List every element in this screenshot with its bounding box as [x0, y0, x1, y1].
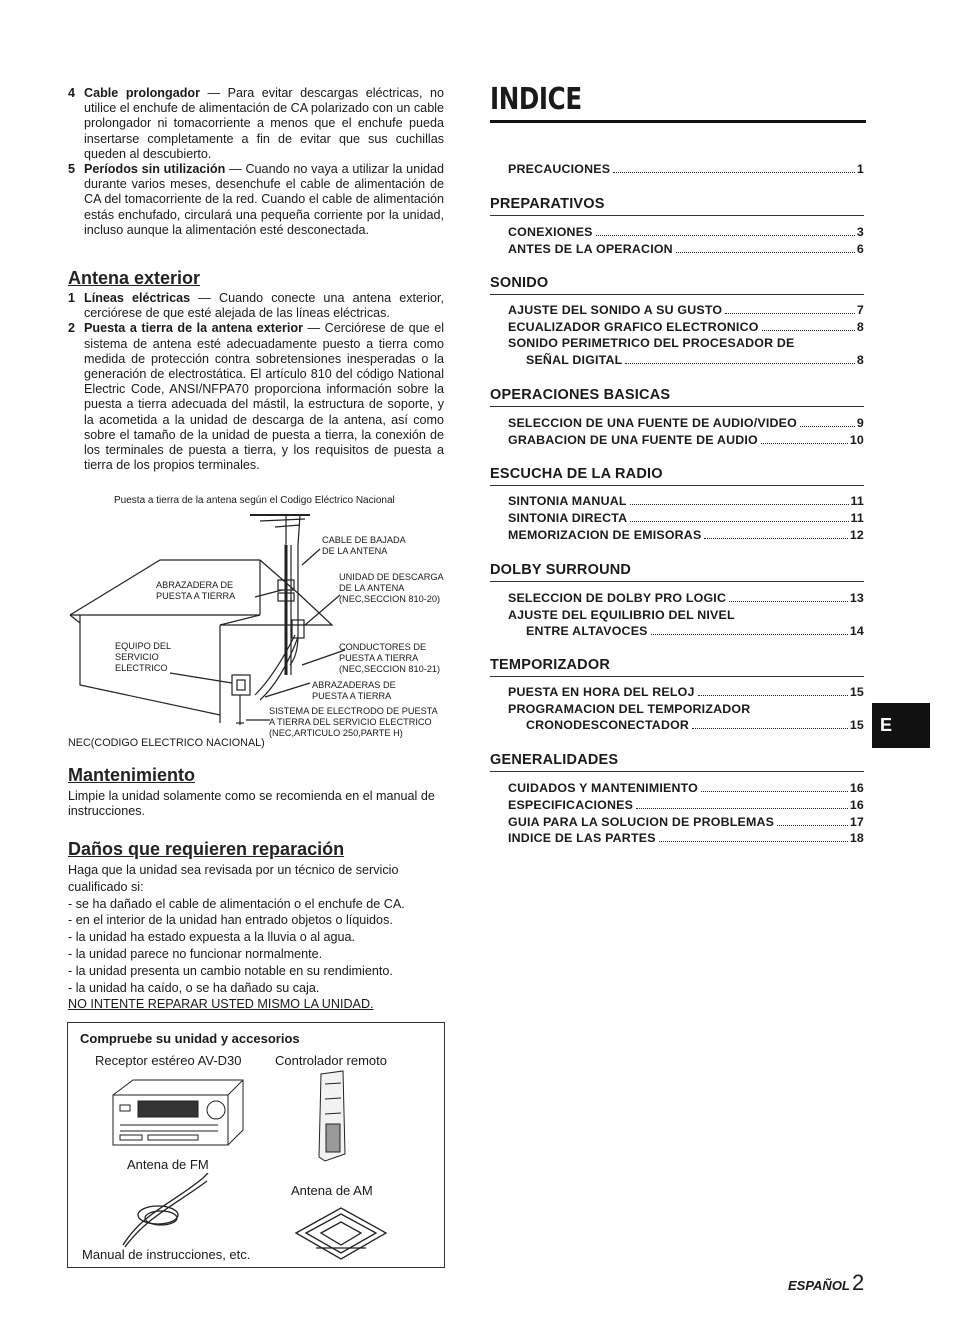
- fm-antenna-illustration: [113, 1173, 213, 1253]
- toc-entry-line: SONIDO PERIMETRICO DEL PROCESADOR DE: [508, 336, 795, 350]
- section-rule: [490, 676, 864, 677]
- toc-entry: MEMORIZACION DE EMISORAS 12: [508, 528, 864, 542]
- am-antenna-illustration: [286, 1203, 396, 1263]
- section-rule: [490, 294, 864, 295]
- section-rule: [490, 771, 864, 772]
- section-rule: [490, 485, 864, 486]
- page-number: 2: [852, 1270, 865, 1295]
- manual-label: Manual de instrucciones, etc.: [82, 1247, 251, 1262]
- mantenimiento-text: Limpie la unidad solamente como se recomienda en el manual de instrucciones.: [68, 789, 435, 819]
- safety-list: [68, 86, 444, 238]
- section-sonido: SONIDO: [490, 275, 549, 291]
- footer-language: ESPAÑOL: [788, 1278, 850, 1293]
- item-title: Cable prolongador: [84, 86, 200, 100]
- toc-entry-line: AJUSTE DEL EQUILIBRIO DEL NIVEL: [508, 608, 735, 622]
- label-conductores: CONDUCTORES DE PUESTA A TIERRA (NEC,SECCION 810-21): [339, 642, 441, 674]
- toc-entry-line: PROGRAMACION DEL TEMPORIZADOR: [508, 702, 751, 716]
- item-title: Períodos sin utilización: [84, 162, 226, 177]
- antena-heading: Antena exterior: [68, 268, 201, 288]
- label-abrazadera: ABRAZADERA DE PUESTA A TIERRA: [156, 580, 236, 601]
- receiver-illustration: [108, 1075, 248, 1150]
- toc-entry: CONEXIONES 3: [508, 225, 864, 239]
- item-text: — Cuando conecte una antena exterior, cerciórese de que esté alejada de las líneas eléctricas.: [84, 291, 445, 321]
- toc-entry: ESPECIFICACIONES 16: [508, 798, 864, 812]
- bullet-item: - la unidad ha caído, o se ha dañado su caja.: [68, 980, 320, 995]
- indice-title: INDICE: [490, 82, 582, 117]
- bullet-item: - la unidad presenta un cambio notable en su rendimiento.: [68, 963, 393, 978]
- danos-heading: Daños que requieren reparación: [68, 839, 345, 859]
- label-nec: NEC(CODIGO ELECTRICO NACIONAL): [68, 737, 265, 749]
- item-periodos: [68, 162, 444, 238]
- toc-entry: ENTRE ALTAVOCES 14: [526, 624, 864, 638]
- section-generalidades: GENERALIDADES: [490, 752, 619, 768]
- item-number: 4: [68, 86, 76, 100]
- item-title: Puesta a tierra de la antena exterior: [84, 321, 304, 336]
- section-operaciones: OPERACIONES BASICAS: [490, 387, 671, 403]
- toc-entry: SELECCION DE DOLBY PRO LOGIC 13: [508, 591, 864, 605]
- bullet-item: - en el interior de la unidad han entrado objetos o líquidos.: [68, 913, 393, 928]
- label-abrazaderas: ABRAZADERAS DE PUESTA A TIERRA: [312, 680, 396, 701]
- danos-warning: NO INTENTE REPARAR USTED MISMO LA UNIDAD.: [68, 997, 374, 1012]
- item-number: 1: [68, 291, 76, 305]
- section-radio: ESCUCHA DE LA RADIO: [490, 466, 663, 482]
- bullet-item: - se ha dañado el cable de alimentación o el enchufe de CA.: [68, 896, 405, 911]
- label-unidad-descarga: UNIDAD DE DESCARGA DE LA ANTENA (NEC,SECCION 810-20): [339, 572, 444, 604]
- toc-entry: ECUALIZADOR GRAFICO ELECTRONICO 8: [508, 320, 864, 334]
- antena-list: [68, 291, 444, 473]
- item-number: 2: [68, 321, 76, 336]
- bullet-item: - la unidad parece no funcionar normalmente.: [68, 946, 323, 961]
- section-rule: [490, 406, 864, 407]
- language-tab: [872, 703, 930, 748]
- toc-entry: CRONODESCONECTADOR 15: [526, 718, 864, 732]
- mantenimiento-heading: Mantenimiento: [68, 765, 196, 785]
- title-rule: [490, 120, 866, 123]
- danos-body: [68, 862, 444, 1013]
- item-cable-prolongador: [68, 86, 444, 162]
- toc-entry: CUIDADOS Y MANTENIMIENTO 16: [508, 781, 864, 795]
- am-label: Antena de AM: [291, 1183, 373, 1198]
- section-rule: [490, 215, 864, 216]
- accesorios-title: Compruebe su unidad y accesorios: [80, 1031, 300, 1046]
- section-temporizador: TEMPORIZADOR: [490, 657, 611, 673]
- section-preparativos: PREPARATIVOS: [490, 196, 605, 212]
- language-tab-letter: E: [880, 715, 893, 735]
- toc-entry: SEÑAL DIGITAL 8: [526, 353, 864, 367]
- toc-entry: ANTES DE LA OPERACION 6: [508, 242, 864, 256]
- toc-entry: AJUSTE DEL SONIDO A SU GUSTO 7: [508, 303, 864, 317]
- toc-entry: SINTONIA MANUAL 11: [508, 494, 864, 508]
- item-lineas: [68, 291, 444, 321]
- remote-illustration: [313, 1069, 353, 1164]
- fm-label: Antena de FM: [127, 1157, 209, 1172]
- toc-entry: SELECCION DE UNA FUENTE DE AUDIO/VIDEO 9: [508, 416, 864, 430]
- label-sistema: SISTEMA DE ELECTRODO DE PUESTA A TIERRA DEL SERVICIO ELECTRICO (NEC,ARTICULO 250,PARTE H): [269, 706, 438, 738]
- toc-entry: GUIA PARA LA SOLUCION DE PROBLEMAS 17: [508, 815, 864, 829]
- section-dolby: DOLBY SURROUND: [490, 562, 632, 578]
- toc-entry: PUESTA EN HORA DEL RELOJ 15: [508, 685, 864, 699]
- item-text: — Para evitar descargas eléctricas, no utilice el enchufe de alimentación de CA polarizado con un cable prolongador ni tomacorriente a menos que el enchufe pueda insertarse completamente a fin de evitar que sus cuchillas queden al descubierto.: [84, 86, 444, 161]
- toc-entry: PRECAUCIONES 1: [508, 162, 864, 176]
- toc-entry: GRABACION DE UNA FUENTE DE AUDIO 10: [508, 433, 864, 447]
- receptor-label: Receptor estéreo AV-D30: [95, 1053, 242, 1068]
- label-equipo: EQUIPO DEL SERVICIO ELECTRICO: [115, 641, 172, 673]
- section-rule: [490, 581, 864, 582]
- accesorios-box: [67, 1022, 445, 1268]
- bullet-item: - la unidad ha estado expuesta a la lluvia o al agua.: [68, 930, 356, 945]
- label-cable-bajada: CABLE DE BAJADA DE LA ANTENA: [322, 535, 406, 556]
- danos-intro: Haga que la unidad sea revisada por un técnico de servicio cualificado si:: [68, 863, 399, 894]
- toc-entry: INDICE DE LAS PARTES 18: [508, 831, 864, 845]
- diagram-title: Puesta a tierra de la antena según el Codigo Eléctrico Nacional: [114, 495, 395, 506]
- toc-entry: SINTONIA DIRECTA 11: [508, 511, 864, 525]
- item-text: — Cuando no vaya a utilizar la unidad durante varios meses, desenchufe el cable de alimentación de CA del tomacorriente de la red. Cuando el cable de alimentación estás enchufado, circulará una pequeña corriente por la unidad, incluso aunque la alimentación esté desconectada.: [84, 162, 445, 237]
- item-number: 5: [68, 162, 76, 177]
- item-puesta-tierra: [68, 321, 444, 473]
- controlador-label: Controlador remoto: [275, 1053, 387, 1068]
- item-title: Líneas eléctricas: [84, 291, 191, 305]
- item-text: — Cerciórese de que el sistema de antena esté adecuadamente puesto a tierra como medida de protección contra sobretensiones inesperadas o la generación de electrostática. El artículo 810 del código National Electric Code, ANSI/NFPA70 proporciona información sobre la puesta a tierra adecuada del mástil, la estructura de soporte, y la acometida a la unidad de descarga de la antena, así como sobre el tamaño de la unidad de puesta a tierra, la conexión de los terminales de puesta a tierra, y los requisitos de puesta a tierra de los propios terminales.: [84, 321, 444, 473]
